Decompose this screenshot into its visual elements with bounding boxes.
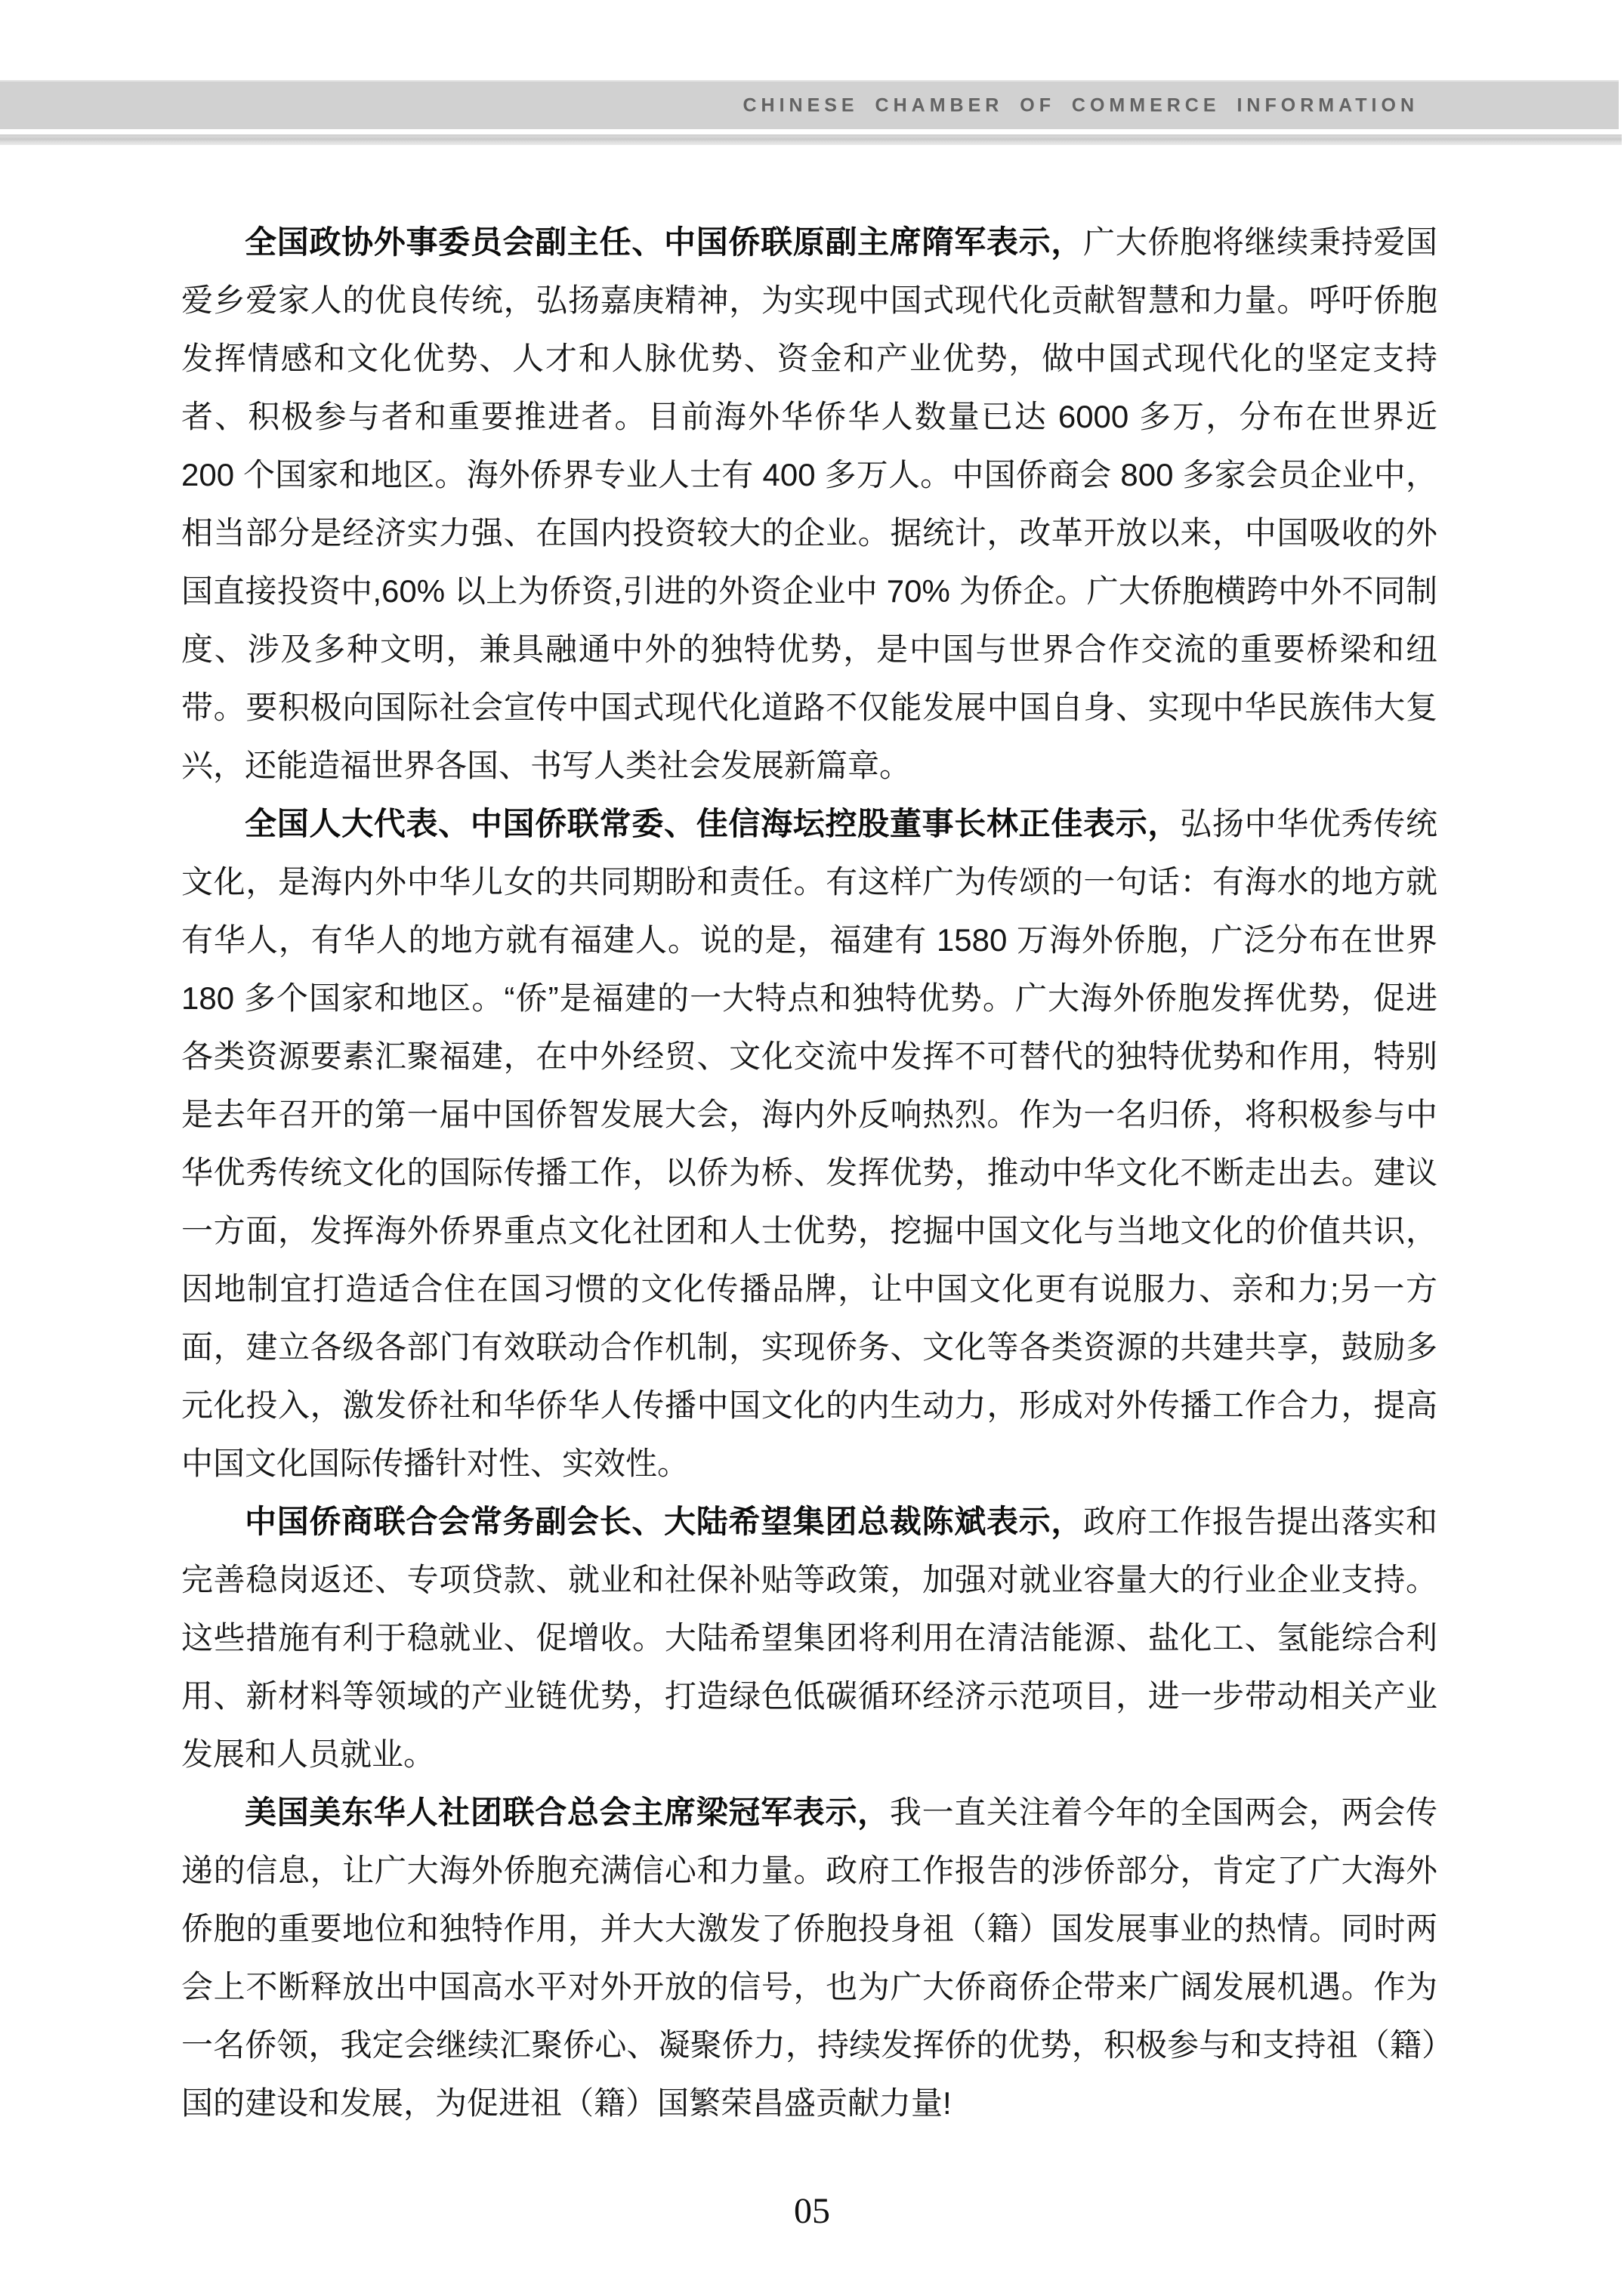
paragraph <box>181 1492 1437 1783</box>
header-banner-bar <box>0 80 1619 129</box>
header-banner-title: CHINESE CHAMBER OF COMMERCE INFORMATION <box>743 94 1419 116</box>
header-divider-stripe <box>0 134 1622 145</box>
paragraph-text: 政府工作报告提出落实和完善稳岗返还、专项贷款、就业和社保补贴等政策，加强对就业容量大的行业企业支持。这些措施有利于稳就业、促增收。大陆希望集团将利用在清洁能源、盐化工、氢能综合利用、新材料等领域的产业链优势，打造绿色低碳循环经济示范项目，进一步带动相关产业发展和人员就业。 <box>181 1504 1437 1772</box>
paragraph-lead: 全国政协外事委员会副主任、中国侨联原副主席隋军表示， <box>245 224 1084 260</box>
paragraph-text: 广大侨胞将继续秉持爱国爱乡爱家人的优良传统，弘扬嘉庚精神，为实现中国式现代化贡献智慧和力量。呼吁侨胞发挥情感和文化优势、人才和人脉优势、资金和产业优势，做中国式现代化的坚定支持者、积极参与者和重要推进者。目前海外华侨华人数量已达 6000 多万，分布在世界近 200 个国家和地区。海外侨界专业人士有 400 多万人。中国侨商会 800 多家会员企业中，相当部分是经济实力强、在国内投资较大的企业。据统计，改革开放以来，中国吸收的外国直接投资中,60% 以上为侨资,引进的外资企业中 70% 为侨企。广大侨胞横跨中外不同制度、涉及多种文明，兼具融通中外的独特优势，是中国与世界合作交流的重要桥梁和纽带。要积极向国际社会宣传中国式现代化道路不仅能发展中国自身、实现中华民族伟大复兴，还能造福世界各国、书写人类社会发展新篇章。 <box>181 224 1437 783</box>
paragraph <box>181 795 1437 1492</box>
paragraph-lead: 全国人大代表、中国侨联常委、佳信海坛控股董事长林正佳表示， <box>245 806 1181 841</box>
paragraph-lead: 美国美东华人社团联合总会主席梁冠军表示， <box>245 1795 890 1830</box>
paragraph-lead: 中国侨商联合会常务副会长、大陆希望集团总裁陈斌表示， <box>245 1504 1084 1539</box>
paragraph <box>181 213 1437 795</box>
page-number: 05 <box>794 2191 830 2231</box>
article-body <box>181 213 1437 2132</box>
paragraph <box>181 1783 1437 2132</box>
paragraph-text: 弘扬中华优秀传统文化，是海内外中华儿女的共同期盼和责任。有这样广为传颂的一句话：有海水的地方就有华人，有华人的地方就有福建人。说的是，福建有 1580 万海外侨胞，广泛分布在世界 180 多个国家和地区。“侨”是福建的一大特点和独特优势。广大海外侨胞发挥优势，促进各类资源要素汇聚福建，在中外经贸、文化交流中发挥不可替代的独特优势和作用，特别是去年召开的第一届中国侨智发展大会，海内外反响热烈。作为一名归侨，将积极参与中华优秀传统文化的国际传播工作，以侨为桥、发挥优势，推动中华文化不断走出去。建议一方面，发挥海外侨界重点文化社团和人士优势，挖掘中国文化与当地文化的价值共识，因地制宜打造适合住在国习惯的文化传播品牌，让中国文化更有说服力、亲和力;另一方面，建立各级各部门有效联动合作机制，实现侨务、文化等各类资源的共建共享，鼓励多元化投入，激发侨社和华侨华人传播中国文化的内生动力，形成对外传播工作合力，提高中国文化国际传播针对性、实效性。 <box>181 806 1437 1481</box>
paragraph-text: 我一直关注着今年的全国两会，两会传递的信息，让广大海外侨胞充满信心和力量。政府工作报告的涉侨部分，肯定了广大海外侨胞的重要地位和独特作用，并大大激发了侨胞投身祖（籍）国发展事业的热情。同时两会上不断释放出中国高水平对外开放的信号，也为广大侨商侨企带来广阔发展机遇。作为一名侨领，我定会继续汇聚侨心、凝聚侨力，持续发挥侨的优势，积极参与和支持祖（籍）国的建设和发展，为促进祖（籍）国繁荣昌盛贡献力量! <box>181 1795 1437 2121</box>
